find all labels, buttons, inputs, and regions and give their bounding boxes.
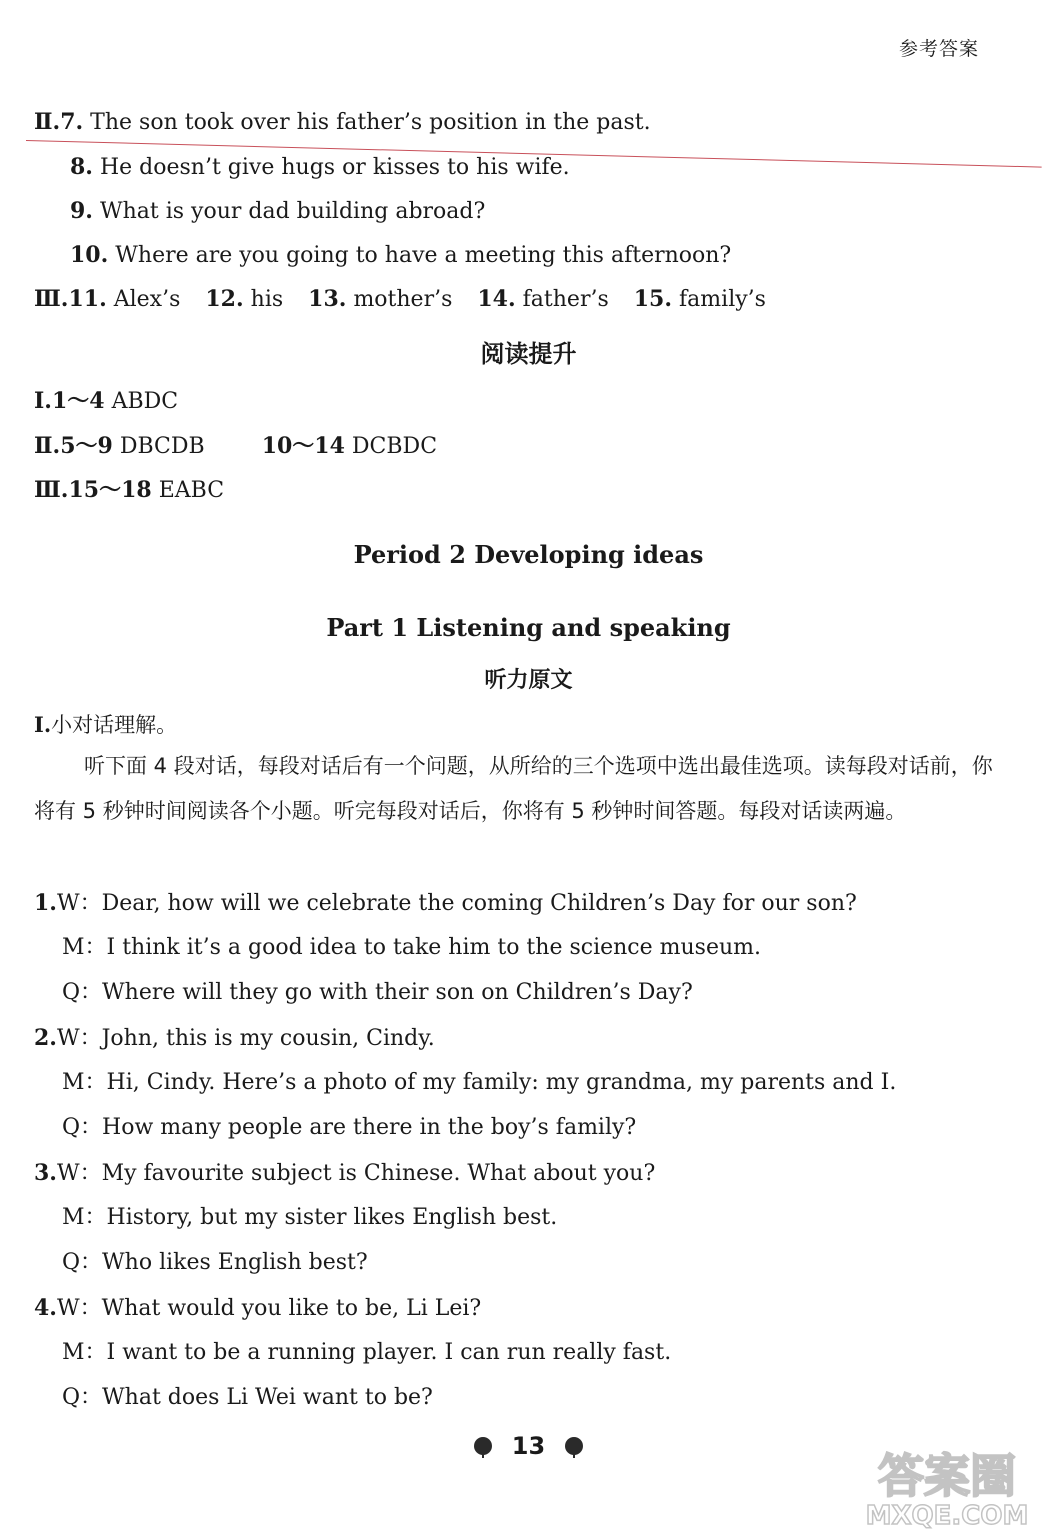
dialogue-number: 3. [34,1160,57,1186]
dialogue-text: What does Li Wei want to be? [102,1385,433,1410]
speaker-label: Q： [62,1385,103,1410]
reading-row-1 [34,386,178,417]
range-label: 10～14 [261,433,345,459]
speaker-label: M： [62,1070,107,1095]
dialogue-line [62,978,693,1008]
dialogue-number: 4. [34,1295,57,1321]
header-label: 参考答案 [898,38,979,60]
roman-numeral: Ⅰ. [34,388,52,414]
dialogue-line [62,933,761,963]
dialogue-line [62,1068,896,1098]
answer-text: What is your dad building abroad? [99,199,486,224]
item-number: 10. [70,242,109,268]
answer-line-section3 [34,284,766,315]
roman-numeral: Ⅲ. [34,477,69,503]
dialogue-line [62,1383,433,1413]
dialogue-line [34,888,857,919]
dialogue-text: History, but my sister likes English best. [106,1205,558,1230]
task-label: 小对话理解。 [51,713,178,737]
answer-text: EABC [158,478,225,503]
dialogue-text: Hi, Cindy. Here’s a photo of my family: my grandma, my parents and I. [106,1070,897,1095]
item-number: 8. [70,154,93,180]
dialogue-text: Dear, how will we celebrate the coming Children’s Day for our son? [101,891,857,916]
task-heading [34,710,177,740]
speaker-label: W： [56,1161,102,1186]
roman-numeral: Ⅱ. [34,109,61,135]
range-label: 1～4 [51,388,105,414]
speaker-label: W： [56,1026,102,1051]
speaker-label: M： [62,935,107,960]
answer-line-10 [70,240,731,271]
answer-text: The son took over his father’s position in the past. [90,110,651,135]
speaker-label: Q： [62,1115,103,1140]
roman-numeral: Ⅲ. [34,286,69,312]
answer-text: mother’s [353,287,453,312]
answer-text: father’s [522,287,609,312]
item-number: 13. [308,286,347,312]
roman-numeral: Ⅱ. [34,433,61,459]
dialogue-line [34,1293,481,1324]
answer-line-9 [70,196,485,227]
dialogue-text: What would you like to be, Li Lei? [101,1296,482,1321]
roman-numeral: Ⅰ. [34,712,52,737]
reading-title: 阅读提升 [480,340,577,368]
dialogue-text: John, this is my cousin, Cindy. [101,1026,435,1051]
item-number: 15. [633,286,673,312]
dialogue-number: 1. [34,890,57,916]
dialogue-line [34,1158,655,1189]
dialogue-text: How many people are there in the boy’s family? [102,1115,637,1140]
range-label: 15～18 [68,477,152,503]
answer-text: family’s [679,287,766,312]
task-instructions: 听下面 4 段对话，每段对话后有一个问题，从所给的三个选项中选出最佳选项。读每段对话前，你将有 5 秒钟时间阅读各个小题。听完每段对话后，你将有 5 秒钟时间答题。每段对话读两遍。 [34,754,993,823]
reading-row-3 [34,475,224,506]
listening-title: 听力原文 [484,668,573,693]
item-number: 12. [205,286,244,312]
answer-line-7 [34,107,651,138]
dialogue-text: Who likes English best? [102,1250,368,1275]
leaf-icon [562,1436,586,1458]
answer-text: Alex’s [113,287,181,312]
speaker-label: W： [56,1296,102,1321]
speaker-label: M： [62,1205,107,1230]
range-label: 5～9 [60,433,113,459]
reading-row-2 [34,431,437,462]
speaker-label: Q： [62,1250,103,1275]
dialogue-text: I think it’s a good idea to take him to the science museum. [106,935,761,960]
watermark-logo [847,1440,1047,1530]
speaker-label: M： [62,1340,107,1365]
dialogue-text: My favourite subject is Chinese. What about you? [101,1161,656,1186]
item-number: 7. [60,109,84,135]
period-title: Period 2 Developing ideas [353,540,704,569]
leaf-icon [471,1436,495,1458]
dialogue-line [62,1338,671,1368]
speaker-label: Q： [62,980,103,1005]
answer-text: his [250,287,284,312]
dialogue-line [62,1203,557,1233]
item-number: 9. [70,198,93,224]
svg-text:答案圈: 答案圈 [878,1449,1016,1503]
svg-text:MXQE.COM: MXQE.COM [865,1501,1029,1530]
answer-text: He doesn’t give hugs or kisses to his wife. [99,155,570,180]
page-number: 13 [511,1432,546,1460]
dialogue-text: I want to be a running player. I can run really fast. [106,1340,672,1365]
dialogue-line [62,1113,636,1143]
dialogue-line [62,1248,368,1278]
dialogue-number: 2. [34,1025,57,1051]
part-title: Part 1 Listening and speaking [326,613,731,642]
dialogue-line [34,1023,435,1054]
dialogue-text: Where will they go with their son on Children’s Day? [102,980,693,1005]
speaker-label: W： [56,891,102,916]
item-number: 11. [68,286,107,312]
item-number: 14. [477,286,516,312]
answer-text: Where are you going to have a meeting this afternoon? [115,243,732,268]
answer-text: DCBDC [351,434,438,459]
answer-text: DBCDB [119,434,205,459]
answer-line-8 [70,152,570,183]
answer-text: ABDC [111,389,179,414]
